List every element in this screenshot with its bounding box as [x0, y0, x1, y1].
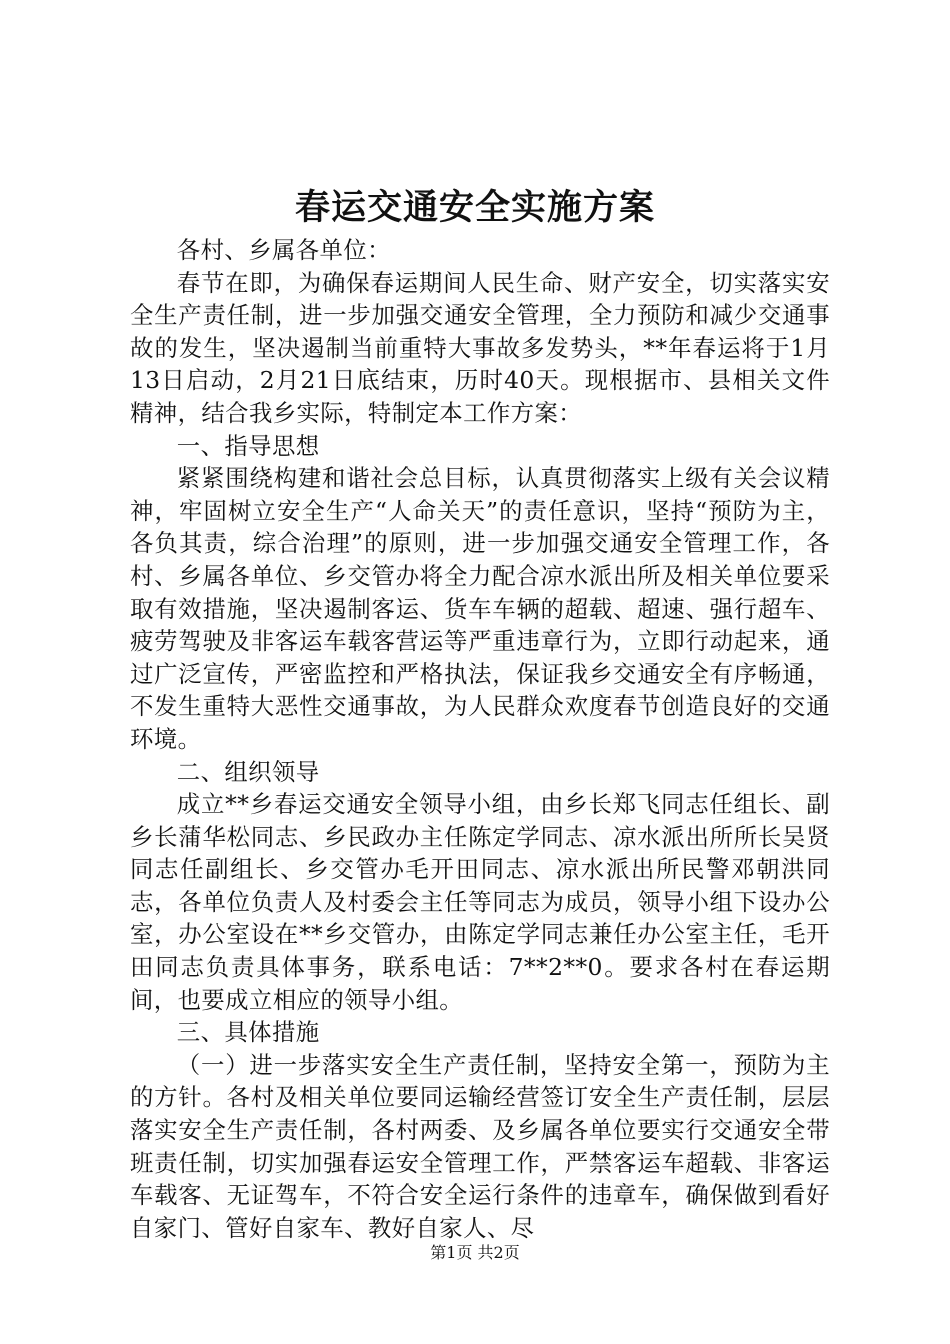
section-heading-measures: 三、具体措施 — [176, 1018, 320, 1047]
page-footer: 第1页 共2页 — [430, 1243, 520, 1262]
salutation: 各村、乡属各单位： — [176, 236, 391, 264]
section-heading-guiding-ideology: 一、指导思想 — [176, 431, 320, 460]
intro-paragraph: 春节在即，为确保春运期间人民生命、财产安全，切实落实安全生产责任制，进一步加强交通安全管理，全力预防和减少交通事故的发生，坚决遏制当前重特大事故多发势头，**年春运将于1月13日启动，2月21日底结束，历时40天。现根据市、县相关文件精神，结合我乡实际，特制定本工作方案： — [130, 268, 830, 427]
section-heading-organization: 二、组织领导 — [176, 757, 320, 786]
organization-paragraph: 成立**乡春运交通安全领导小组，由乡长郑飞同志任组长、副乡长蒲华松同志、乡民政办主任陈定学同志、凉水派出所所长吴贤同志任副组长、乡交管办毛开田同志、凉水派出所民警邓朝洪同志，各单位负责人及村委会主任等同志为成员，领导小组下设办公室，办公室设在**乡交管办，由陈定学同志兼任办公室主任，毛开田同志负责具体事务，联系电话：7**2**0。要求各村在春运期间，也要成立相应的领导小组。 — [130, 790, 830, 1014]
guiding-ideology-paragraph: 紧紧围绕构建和谐社会总目标，认真贯彻落实上级有关会议精神，牢固树立安全生产“人命关天”的责任意识，坚持“预防为主，各负其责，综合治理”的原则，进一步加强交通安全管理工作，各村、乡属各单位、乡交管办将全力配合凉水派出所及相关单位要采取有效措施，坚决遏制客运、货车车辆的超载、超速、强行超车、疲劳驾驶及非客运车载客营运等严重违章行为，立即行动起来，通过广泛宣传，严密监控和严格执法，保证我乡交通安全有序畅通，不发生重特大恶性交通事故，为人民群众欢度春节创造良好的交通环境。 — [130, 464, 830, 753]
document-title: 春运交通安全实施方案 — [294, 187, 655, 228]
document-body — [130, 234, 830, 1244]
measures-paragraph-1: （一）进一步落实安全生产责任制，坚持安全第一，预防为主的方针。各村及相关单位要同运输经营签订安全生产责任制，层层落实安全生产责任制，各村两委、及乡属各单位要实行交通安全带班责任制，切实加强春运安全管理工作，严禁客运车超载、非客运车载客、无证驾车，不符合安全运行条件的违章车，确保做到看好自家门、管好自家车、教好自家人、尽 — [130, 1050, 830, 1242]
